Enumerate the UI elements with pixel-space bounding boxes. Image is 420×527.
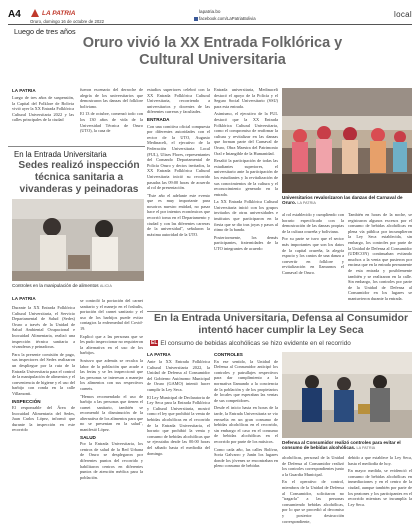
sanitary-col2-p2: Sostuvo que además se recalca la labor de la población que acude a las ferias y se les inspeccionó que las personas se interesan a manejar los alimentos con sus respectivos carnets. (80, 357, 143, 391)
brand-mark-icon (30, 8, 40, 18)
main-photo (282, 88, 412, 193)
ley-seca-col1-p1: El Ley Municipal de Declaratoria de Ley Seca para la Entrada Folklórica y Cultural Universitaria, mostró como el ley que prohibió la venta de bebidas alcohólicas en el recorrido de la Entrada Universitaria, el horario que prohibió la venta y consumo de bebidas alcohólicas que se ejecutaba desde las 00:00 horas del sábado hasta el mediodía del domingo. (147, 394, 210, 456)
sanitary-col2-p0: se controló la portación del carnet sanitario y el manejo en el fosbulis, portación del carnet sanitario y el uso de los barbijos puede evitar contagios la enfermedad del Covid-19. (80, 298, 143, 331)
main-col-6 (348, 212, 412, 308)
main-byline: LA PATRIA (12, 88, 36, 93)
ley-seca-photo-credit: LA PATRIA (356, 446, 376, 451)
main-col4-p2: Resaltó la participación de todas las estudiantes superiores, el universitario ante la participación de los estudiantes y la revitalización de sus conocimientos de la cultura y el reconocimiento generado en la entrada. (214, 158, 278, 197)
sanitary-col2-p1: Explicó que a las personas que se les pudo inspeccionar no requirieron la alternativa en el uso de los barbijos. (80, 333, 143, 356)
ley-seca-byline: LA PATRIA (147, 352, 171, 357)
ley-seca-photo (282, 352, 412, 438)
sanitary-col2-p3: "Hemos recomendado el uso de barbijo a las personas que tienen el carnet sanitario, también se recomendó la disminución de la alternativa de los alimentos para que no se presentan en la salud", manifestó López. (80, 393, 143, 433)
sanitary-photo-credit: ALICIA (99, 284, 112, 288)
sanitary-subhead-2: SALUD (80, 434, 96, 440)
main-col3-p3: "Este año el adelante este evento que es muy importante para nosotros nuestro entidad, no pasar hace el por intentos económicos que recorrió toma en el Departamento y ciudad y con las diferentes carreras de la universidad", señalaron la máxima autoridad de la UTO. (147, 192, 210, 237)
main-col4-p1: Asimismo, el ejecutivo de la FUL destacó que la XX Entrada Folklórica Cultural Universitaria, como el compromiso de reafirmar la cultura y revitalizar en las danzas que forman parte del Carnaval de Oruro, Obra Maestra del Patrimonio Oral e Intangible de la Humanidad. (214, 111, 278, 156)
sanitary-box-rule (8, 146, 145, 147)
ley-seca-photo-caption (282, 440, 412, 452)
ley-seca-col2-p2: Como cada año, las calles Bolívar, Soria Galvarro y Junín los lugares donde los jóvenes se encontraban en pleno consumo de bebidas (214, 446, 278, 469)
sanitary-photo-caption (12, 283, 144, 289)
main-col2-p1: El 13 de octubre, comenzó todo con los 130 años de vida de la Universidad Técnica de Oruro (UTO), la casa de (80, 111, 143, 134)
main-col1-p0: Luego de tres años de suspensión, la Capital del Folklore de Bolivia vivió ayer la XX Entrada Folklórica Cultural Universitaria 2022 y las calles principales de la ciudad (12, 95, 74, 123)
ley-seca-photo-caption-text: Defensa al Consumidor realizó controles para evitar el consumo de bebidas alcohólicas. (282, 440, 401, 451)
ley-seca-col4-p1: En mayor medida, se evidenció el consumo de bebidas alcohólicas en inmediaciones y en el centro de la ciudad, aunque también por parte de los peatones y los participantes en el recorrido mientras se incumplía la Ley Seca. (348, 468, 412, 507)
main-photo-credit: LA PATRIA (297, 201, 316, 206)
sanitary-col1-p1: Para la presente comisión de pago, sus inspectores del Sedes realizaron un despliegue por la ruta de la Entrada Universitaria para el control de la manipulación de alimentos y el conveniencia de higiene y el uso del barbijo con ronda en la calle Villamonti. (12, 351, 76, 396)
main-headline: Oruro vivió la XX Entrada Folklórica y Cultural Universitaria (82, 35, 343, 68)
sanitary-photo-caption-text: Controles en la manipulación de alimentos (12, 283, 99, 288)
ley-seca-col4-p0: debido a que establece la Ley Seca, hasta el mediodía de hoy. (348, 455, 412, 466)
main-col3-p2: Con una comitiva oficial compuesta por diferentes autoridades con el rector de la UTO, Augusto Medinaceli, el ejecutivo de la Federación Universitaria Local (FUL), Ulises Flores, representantes del Comando Departamental de Policía Oruro y dectos invitados, la XX Entrada Folklórica Cultural Universitaria inició su recorrido pasadas las 09:00 horas de acuerdo al rol de presentación. (147, 123, 210, 191)
main-photo-caption (282, 195, 412, 207)
facebook-icon (194, 17, 198, 21)
main-col-4 (214, 87, 278, 308)
section-label: local (394, 10, 412, 19)
facebook-link[interactable]: facebook.com/LaPatriaBolivia (194, 16, 256, 21)
sanitary-byline: LA PATRIA (12, 296, 36, 301)
ley-seca-col2-p0: En ese sentido, la Unidad de Defensa al Consumidor anticipó los controles y patrullajes respectivos para dar cumplimiento a la normativa llamando a la conciencia de la población y de los propietarios de locales que esperaban las ventas de sus competidores. (214, 358, 278, 403)
main-col5-p0: al rol establecido y cumpliendo con horario especificado con la demostración de las danzas propias de la cultura orureña y boliviana. (282, 212, 344, 234)
sanitary-photo (12, 199, 144, 281)
main-col-1 (12, 95, 74, 145)
sanitary-subhead-1: INSPECCIÓN (12, 398, 41, 404)
ley-seca-col-1 (147, 359, 210, 519)
ley-seca-col-4 (348, 455, 412, 519)
header-rule (8, 24, 412, 25)
main-col3-subhead: ENTRADA (147, 116, 170, 122)
sanitary-col2-more: Por la Entrada Universitaria, los centros de salud de la Red Urbana de Oruro se desplegaron por diferentes puntos del recorrido y habilitaron centros en diferentes puntos de atención médica para la población. (80, 441, 143, 480)
ley-seca-deck-row (150, 340, 412, 347)
ley-seca-headline: En la Entrada Universitaria, Defensa al Consumidor intentó hacer cumplir la Ley Seca (153, 313, 409, 337)
page-number: A4 (8, 9, 21, 20)
ley-seca-col3-p0: alcohólicas, personal de la Unidad de Defensa al Consumidor realizó los controles correspondientes junto a la Guardia Municipal. (282, 455, 344, 477)
ley-seca-subhead: CONTROLES (214, 352, 243, 357)
ley-seca-deck: El consumo de bebidas alcohólicas se hizo evidente en el recorrido (160, 340, 351, 347)
sanitary-kicker: En la Entrada Universitaria (14, 150, 107, 159)
main-col2-p0: fueron escenario del derroche de alegría de los universitarios que demostraron las danzas del folklore boliviano. (80, 87, 143, 109)
ley-seca-rule (147, 311, 412, 312)
main-col5-p1: Por su parte se tuvo que el sector más importantes que son los datos de la capital orureña, la alegría espacio y los cantos de una danza a convertir en folklore y revitalización en llamarnos el Carnaval de Oruro. (282, 236, 344, 275)
web-address[interactable]: lapatria.bo (199, 9, 221, 14)
ley-seca-col1-p0: Ante la XX Entrada Folklórica Cultural Universitaria 2022, la Unidad de Defensa al Consumidor del Gobierno Autónomo Municipal de Oruro (GAMO) intentó hacer cumplir la Ley Seca. (147, 359, 210, 392)
main-col4-p3: La XX Entrada Folklórica Cultural Universitaria inició con los grupos invitados de otras universidades e institutos que participaron en la fiesta que se dio tras joyas y pasos al ritmo de la banda. (214, 199, 278, 233)
ley-seca-col-3 (282, 455, 344, 524)
sanitary-col1-p0: Durante la XX Entrada Folklórica Cultural Universitaria, el Servicio Departamental de Salud (Sedes) Oruro a través de la Unidad de Salud Ambiental Ocupacional e Inocuidad Alimentaria, realizó una inspección técnica sanitaria a vivanderas y peinadoras. (12, 305, 75, 350)
date-line: Oruro, domingo 16 de octubre de 2022 (30, 19, 105, 24)
main-col6-p0: También en horas de la noche, se registraron algunos excesos por el consumo de bebidas alcohólicas en plena vía pública por incumplieron la Ley Seca establecida, sin embargo, los controles por parte de la Unidad de Defensa al Consumidor (UDECON) continuaban evitando muchos a la venta que pusieron por encima que en la entrada permanente de esta entrada y posiblemente también y se realizaron en la calle. Sin embargo, los controles por parte de la Unidad de Defensa al Consumidor en los lugares se mantuvieron durante la entrada. (348, 212, 412, 301)
main-col3-p0: estudios superiores celebró con la XX Entrada Folklórica Cultural Universitaria, recorriendo a universitarios y docentes de las diferentes carreras y facultades. (147, 87, 210, 115)
main-col-3 (147, 87, 210, 308)
ley-seca-col-2 (214, 352, 278, 519)
sanitary-col1-more: El responsable del Área de Inocuidad Alimentaria del Sedes, Juan Carlos López, informó que durante la inspección en este recorrido (12, 405, 75, 433)
main-col-2 (80, 87, 143, 147)
main-photo-caption-text: Universitarios revalorizaron las danzas del Carnaval de Oruro. (282, 195, 403, 206)
main-col4-p4: Posteriormente, los demás participantes, fraternidades de la UTO integrantes de acuerdo (214, 234, 278, 252)
brand-logo (30, 8, 75, 18)
main-col4-p0: Entrada universitaria, Medinaceli destacó el apoyo de la Policía y el Seguro Social Universitario (SSU) para esta entrada. (214, 87, 278, 109)
main-col-5 (282, 212, 344, 308)
sanitary-col-1 (12, 305, 75, 519)
sanitary-headline: Sedes realizó inspección técnica sanitaria a vivanderas y peinadoras (18, 160, 140, 195)
ley-seca-col2-p1: Desde el inicio hasta en horas de la tarde, la Entrada Universitaria se vio envuelta en un gran consumo de bebidas alcohólicas en el recorrido, sin embargo el caso en el consumo de bebidas alcohólicas en el recorrido por parte de los músicos. (214, 405, 278, 444)
ley-seca-col3-p1: En el operativo de control, miembros de la Unidad de Defensa al Consumidor, solicitaron no "tragarla" a las personas consumiendo bebidas alcohólicas, por lo que se procedió al decomiso y posterior destrucción correspondiente, (282, 479, 344, 524)
brand-name: LA PATRIA (42, 9, 76, 17)
sanitary-col-2 (80, 298, 143, 519)
main-kicker: Luego de tres años (14, 27, 76, 36)
brand-badge: EL (151, 340, 158, 346)
